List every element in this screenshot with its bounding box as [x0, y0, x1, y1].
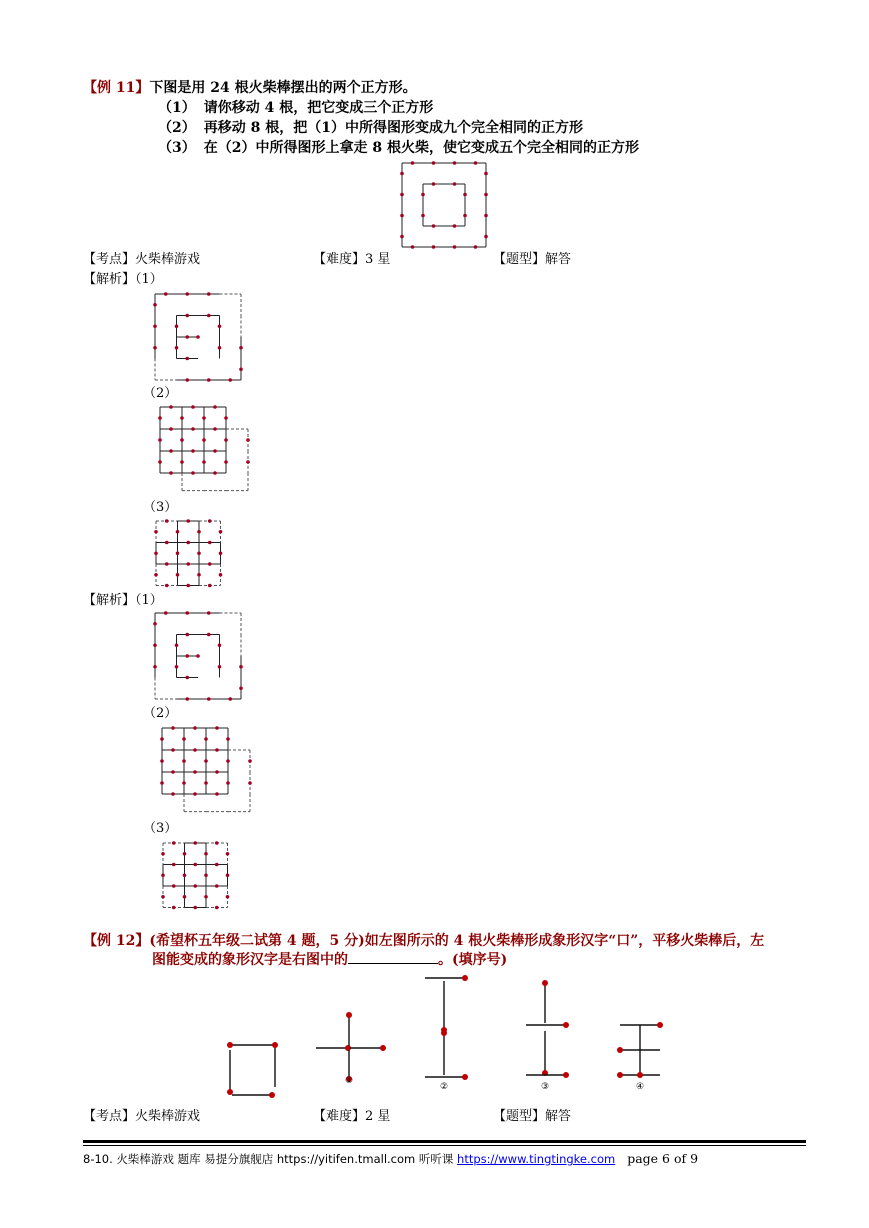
- part-1-label: （1）: [135, 272, 163, 287]
- ex12-tixing: 【题型】解答: [493, 1109, 572, 1124]
- match-head-dot: [207, 633, 211, 637]
- footer: [83, 1151, 698, 1167]
- match-head: [563, 1022, 569, 1028]
- match-head-dot: [453, 224, 457, 228]
- match-head-dot: [175, 643, 179, 647]
- match-head-dot: [224, 438, 228, 442]
- match-head-dot: [226, 895, 230, 899]
- match-head-dot: [226, 781, 230, 785]
- match-head-dot: [172, 906, 176, 910]
- three-squares-figure: [153, 293, 243, 383]
- match-head-dot: [213, 405, 217, 409]
- match-head-dot: [160, 781, 164, 785]
- ex11-q1: [158, 99, 433, 117]
- ex11-nandu: 【难度】3 星: [313, 252, 391, 267]
- jiexi-label: 【解析】: [83, 272, 136, 287]
- match-head-dot: [474, 161, 478, 165]
- match-head-dot: [158, 416, 162, 420]
- match-head-dot: [175, 665, 179, 669]
- match-head-dot: [161, 895, 165, 899]
- match-head-dot: [172, 841, 176, 845]
- match-head-dot: [197, 530, 201, 534]
- match-head-dot: [176, 573, 180, 577]
- match-head-dot: [191, 405, 195, 409]
- match-head-dot: [204, 895, 208, 899]
- match-head-dot: [153, 665, 157, 669]
- ex12-nandu: 【难度】2 星: [313, 1109, 391, 1124]
- match-head-dot: [182, 781, 186, 785]
- option-number-label: ③: [540, 1082, 550, 1092]
- q3-text: 在（2）中所得图形上拿走 8 根火柴，使它变成五个完全相同的正方形: [203, 140, 639, 156]
- match-head: [462, 1074, 468, 1080]
- match-head-dot: [202, 416, 206, 420]
- match-head-dot: [196, 654, 200, 658]
- match-head-dot: [463, 214, 467, 218]
- match-head-dot: [213, 471, 217, 475]
- match-head-dot: [207, 292, 211, 296]
- match-head-dot: [193, 884, 197, 888]
- match-head-dot: [185, 697, 189, 701]
- match-head-dot: [226, 737, 230, 741]
- match-head-dot: [193, 863, 197, 867]
- match-head: [637, 1072, 643, 1078]
- match-head-dot: [182, 737, 186, 741]
- jiexi-1: [83, 271, 163, 288]
- jiexi-2: [83, 592, 163, 609]
- match-head-dot: [219, 530, 223, 534]
- five-squares-figure: [161, 841, 231, 911]
- match-head-dot: [411, 245, 415, 249]
- match-head-dot: [175, 324, 179, 328]
- match-head-dot: [165, 584, 169, 588]
- page-number: page 6 of 9: [627, 1151, 699, 1166]
- q2-number: （2）: [158, 120, 196, 136]
- match-head-dot: [215, 863, 219, 867]
- match-head-dot: [400, 235, 404, 239]
- match-head-dot: [246, 438, 250, 442]
- match-head-dot: [185, 611, 189, 615]
- match-head-dot: [169, 449, 173, 453]
- match-head-dot: [186, 562, 190, 566]
- match-head-dot: [193, 726, 197, 730]
- match-head-dot: [228, 378, 232, 382]
- match-head-dot: [182, 759, 186, 763]
- match-head-dot: [171, 748, 175, 752]
- match-head-dot: [215, 770, 219, 774]
- match-head-dot: [180, 460, 184, 464]
- match-head-dot: [172, 884, 176, 888]
- match-head-dot: [204, 737, 208, 741]
- match-head-dot: [207, 611, 211, 615]
- q2-text: 再移动 8 根，把（1）中所得图形变成九个完全相同的正方形: [203, 120, 583, 136]
- match-head-dot: [186, 519, 190, 523]
- match-head-dot: [204, 852, 208, 856]
- match-head-dot: [400, 172, 404, 176]
- ex12-question: (希望杯五年级二试第 4 题，5 分)如左图所示的 4 根火柴棒形成象形汉字“口”，平移火柴棒后，左: [149, 933, 765, 949]
- match-head-dot: [226, 759, 230, 763]
- match-head-dot: [160, 759, 164, 763]
- match-head-dot: [432, 161, 436, 165]
- match-head-dot: [169, 427, 173, 431]
- match-head-dot: [215, 792, 219, 796]
- match-head-dot: [186, 584, 190, 588]
- match-head-dot: [180, 438, 184, 442]
- match-head-dot: [153, 622, 157, 626]
- match-head: [462, 975, 468, 981]
- jiexi-label: 【解析】: [83, 593, 136, 608]
- match-head-dot: [185, 357, 189, 361]
- match-head-dot: [484, 172, 488, 176]
- match-head-dot: [153, 643, 157, 647]
- match-head-dot: [158, 438, 162, 442]
- match-head-dot: [193, 841, 197, 845]
- match-head-dot: [453, 245, 457, 249]
- match-head-dot: [226, 873, 230, 877]
- match-head-dot: [183, 852, 187, 856]
- match-head-dot: [175, 346, 179, 350]
- footer-rule-thin: [83, 1145, 806, 1146]
- match-head-dot: [453, 182, 457, 186]
- match-head: [227, 1042, 233, 1048]
- match-head-dot: [185, 335, 189, 339]
- matchstick-characters-figure: [220, 975, 680, 1095]
- match-head-dot: [202, 460, 206, 464]
- nine-squares-figure: [158, 405, 248, 495]
- match-head-dot: [453, 161, 457, 165]
- ex12-question-cont: 图能变成的象形汉字是右图中的: [152, 952, 348, 968]
- match-head-dot: [196, 335, 200, 339]
- match-head-dot: [169, 471, 173, 475]
- match-head-dot: [208, 519, 212, 523]
- match-head-dot: [169, 405, 173, 409]
- match-head-dot: [185, 314, 189, 318]
- match-head-dot: [204, 873, 208, 877]
- match-head-dot: [474, 245, 478, 249]
- match-head-dot: [185, 292, 189, 296]
- match-head-dot: [171, 792, 175, 796]
- match-head-dot: [164, 611, 168, 615]
- match-head-dot: [183, 895, 187, 899]
- ex11-tag: 【例 11】: [83, 80, 150, 96]
- match-head-dot: [226, 852, 230, 856]
- match-head-dot: [218, 324, 222, 328]
- match-head-dot: [432, 245, 436, 249]
- match-head-dot: [215, 884, 219, 888]
- match-head-dot: [218, 665, 222, 669]
- match-head-dot: [239, 686, 243, 690]
- ex11-heading: [83, 79, 417, 97]
- match-head-dot: [208, 562, 212, 566]
- ex11-q2: [158, 119, 583, 137]
- match-head: [657, 1022, 663, 1028]
- match-head-dot: [191, 427, 195, 431]
- match-head-dot: [421, 214, 425, 218]
- match-head-dot: [400, 193, 404, 197]
- match-head-dot: [193, 792, 197, 796]
- match-head-dot: [218, 346, 222, 350]
- ex11-title: 下图是用 24 根火柴棒摆出的两个正方形。: [149, 80, 417, 96]
- match-head-dot: [154, 551, 158, 555]
- match-head-dot: [207, 314, 211, 318]
- match-head-dot: [484, 193, 488, 197]
- q1-number: （1）: [158, 100, 196, 116]
- match-head-dot: [219, 551, 223, 555]
- ex12-kaodian: 【考点】火柴棒游戏: [83, 1109, 201, 1124]
- match-head-dot: [215, 726, 219, 730]
- match-head-dot: [161, 852, 165, 856]
- match-head-dot: [239, 665, 243, 669]
- match-head-dot: [224, 416, 228, 420]
- q1-text: 请你移动 4 根，把它变成三个正方形: [203, 100, 434, 116]
- match-head: [346, 1012, 352, 1018]
- match-head-dot: [248, 759, 252, 763]
- ex11-kaodian: 【考点】火柴棒游戏: [83, 252, 201, 267]
- part-1-label: （1）: [135, 593, 163, 608]
- answer-blank[interactable]: [348, 951, 438, 964]
- five-squares-figure: [154, 519, 224, 589]
- match-head: [269, 1092, 275, 1098]
- match-head-dot: [224, 460, 228, 464]
- match-head-dot: [219, 573, 223, 577]
- match-head-dot: [207, 378, 211, 382]
- match-head-dot: [154, 530, 158, 534]
- match-head-dot: [204, 759, 208, 763]
- three-squares-figure: [153, 612, 243, 702]
- match-head-dot: [176, 551, 180, 555]
- match-head-dot: [191, 449, 195, 453]
- match-head-dot: [158, 460, 162, 464]
- match-head-dot: [228, 697, 232, 701]
- match-head-dot: [154, 573, 158, 577]
- footer-text: 8-10. 火柴棒游戏 题库 易提分旗舰店 https://yitifen.tmall.com 听听课: [83, 1152, 458, 1166]
- match-head-dot: [484, 235, 488, 239]
- match-head-dot: [208, 541, 212, 545]
- part-3-label: （3）: [143, 500, 178, 515]
- match-head-dot: [153, 346, 157, 350]
- match-head-dot: [202, 438, 206, 442]
- match-head-dot: [186, 541, 190, 545]
- match-head-dot: [191, 471, 195, 475]
- match-head-dot: [193, 906, 197, 910]
- match-head-dot: [432, 182, 436, 186]
- match-head-dot: [161, 873, 165, 877]
- match-head-dot: [463, 193, 467, 197]
- match-head-dot: [213, 427, 217, 431]
- match-head-dot: [165, 541, 169, 545]
- match-head-dot: [172, 863, 176, 867]
- match-head-dot: [197, 551, 201, 555]
- option-number-label: ①: [344, 1076, 354, 1086]
- match-head-dot: [411, 161, 415, 165]
- match-head: [563, 1072, 569, 1078]
- match-head-dot: [153, 324, 157, 328]
- nine-squares-figure: [160, 726, 250, 816]
- footer-link[interactable]: https://www.tingtingke.com: [457, 1152, 616, 1166]
- match-head-dot: [160, 737, 164, 741]
- match-head-dot: [208, 584, 212, 588]
- match-head: [380, 1045, 386, 1051]
- match-head-dot: [193, 770, 197, 774]
- part-2-label: （2）: [143, 706, 178, 721]
- match-head-dot: [180, 416, 184, 420]
- match-head-dot: [197, 573, 201, 577]
- match-head-dot: [218, 643, 222, 647]
- ex11-tixing: 【题型】解答: [493, 252, 572, 267]
- option-number-label: ④: [635, 1082, 645, 1092]
- option-number-label: ②: [439, 1082, 449, 1092]
- match-head-dot: [204, 781, 208, 785]
- footer-rule-thick: [83, 1140, 806, 1143]
- match-head-dot: [484, 214, 488, 218]
- part-2-label: （2）: [143, 386, 178, 401]
- match-head-dot: [421, 193, 425, 197]
- two-squares-figure: [400, 161, 490, 251]
- match-head-dot: [171, 726, 175, 730]
- match-head-dot: [165, 562, 169, 566]
- part-3-label: （3）: [143, 821, 178, 836]
- match-head: [272, 1042, 278, 1048]
- ex12-question-end: 。(填序号): [438, 952, 508, 968]
- match-head-dot: [239, 346, 243, 350]
- match-head: [441, 1030, 447, 1036]
- match-head-dot: [164, 292, 168, 296]
- match-head-dot: [185, 654, 189, 658]
- ex11-q3: [158, 139, 639, 157]
- match-head: [542, 980, 548, 986]
- match-head-dot: [213, 449, 217, 453]
- match-head-dot: [193, 748, 197, 752]
- match-head: [617, 1047, 623, 1053]
- match-head-dot: [246, 460, 250, 464]
- match-head-dot: [215, 906, 219, 910]
- match-head-dot: [171, 770, 175, 774]
- match-head-dot: [207, 697, 211, 701]
- q3-number: （3）: [158, 140, 196, 156]
- ex12-tag: 【例 12】: [83, 933, 150, 949]
- match-head-dot: [400, 214, 404, 218]
- match-head-dot: [176, 530, 180, 534]
- match-head-dot: [239, 367, 243, 371]
- match-head-dot: [165, 519, 169, 523]
- match-head-dot: [185, 633, 189, 637]
- match-head-dot: [215, 841, 219, 845]
- match-head-dot: [248, 781, 252, 785]
- match-head: [227, 1089, 233, 1095]
- match-head-dot: [215, 748, 219, 752]
- ex12-line2: [152, 951, 507, 969]
- match-head: [617, 1072, 623, 1078]
- match-head-dot: [185, 378, 189, 382]
- ex12-line1: [83, 932, 764, 950]
- match-head-dot: [183, 873, 187, 877]
- match-head-dot: [185, 676, 189, 680]
- match-head-dot: [432, 224, 436, 228]
- match-head-dot: [153, 303, 157, 307]
